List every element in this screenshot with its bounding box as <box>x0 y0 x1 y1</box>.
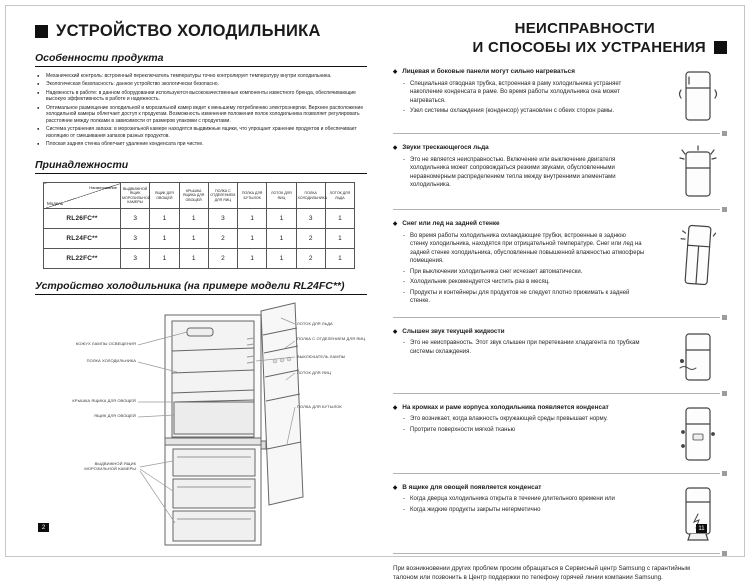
fridge-condensation-drawer-icon <box>669 484 727 544</box>
section-separator <box>393 551 727 556</box>
fridge-cracking-ice-icon <box>669 144 727 200</box>
diamond-bullet-icon: ◆ <box>393 146 397 152</box>
left-page-title <box>35 22 367 41</box>
issue-point: - Во время работы холодильника охлаждающие трубки, встроенные в заднюю стенку холодильника, находятся при отрицательной температуре. Снег или лед на задней стенке холодильника, обусловленные повышенной влажностью атмосферы помещения. <box>403 232 645 266</box>
features-heading: Особенности продукта <box>35 52 367 67</box>
diagram-label-veg-box: ЯЩИК ДЛЯ ОВОЩЕЙ <box>35 413 136 418</box>
section-separator <box>393 471 727 476</box>
issue-point: - Протрите поверхности мягкой тканью <box>403 426 645 435</box>
diagram-label-egg-compartment-shelf: ПОЛКА С ОТДЕЛЕНИЕМ ДЛЯ ЯИЦ <box>297 336 369 341</box>
issue-item <box>393 484 727 544</box>
qty-cell: 1 <box>238 229 267 249</box>
troubleshooting-list <box>393 68 727 583</box>
diamond-bullet-icon: ◆ <box>393 406 397 412</box>
right-page <box>393 20 727 583</box>
diagram-label-veg-box-cover: КРЫШКА ЯЩИКА ДЛЯ ОВОЩЕЙ <box>35 398 136 403</box>
column-header: ПОЛКА ДЛЯ БУТЫЛОК <box>238 183 267 209</box>
qty-cell: 1 <box>325 229 354 249</box>
column-header: ВЫДВИЖНОЙ ЯЩИК МОРОЗИЛЬНОЙ КАМЕРЫ <box>121 183 150 209</box>
separator-end-square-icon <box>722 471 727 476</box>
issue-point: - Это возникает, когда влажность окружающей среды превышает норму. <box>403 415 645 424</box>
qty-cell: 3 <box>121 249 150 269</box>
qty-cell: 2 <box>296 249 325 269</box>
service-footer-note: При возникновении других проблем просим обращаться в Сервисный центр Samsung с гарантийным талоном или позвонить в Центр поддержки по телефону горячей линии компании Samsung. <box>393 564 693 583</box>
separator-end-square-icon <box>722 131 727 136</box>
qty-cell: 1 <box>150 209 179 229</box>
issue-point: - Это не является неисправностью. Включение или выключение двигателя холодильника может сопровождаться резкими звуками, обусловленными неравномерным распределением тепла между внутренними элементами холодильника. <box>403 156 645 190</box>
qty-cell: 3 <box>121 209 150 229</box>
features-list <box>37 73 367 148</box>
qty-cell: 1 <box>179 209 208 229</box>
diamond-bullet-icon: ◆ <box>393 486 397 492</box>
issue-point: - Когда дверца холодильника открыта в течение длительного времени или <box>403 495 645 504</box>
diagram-label-ice-tray: ЛОТОК ДЛЯ ЛЬДА <box>297 321 369 326</box>
diamond-bullet-icon: ◆ <box>393 70 397 76</box>
black-square-icon <box>714 41 727 54</box>
black-square-icon <box>35 25 48 38</box>
separator-end-square-icon <box>722 551 727 556</box>
issue-point: - Холодильник рекомендуется чистить раз в месяц. <box>403 278 645 287</box>
column-header: ЯЩИК ДЛЯ ОВОЩЕЙ <box>150 183 179 209</box>
diagram-label-egg-tray: ЛОТОК ДЛЯ ЯИЦ <box>297 370 369 375</box>
table-row <box>44 249 355 269</box>
diamond-bullet-icon: ◆ <box>393 222 397 228</box>
qty-cell: 1 <box>150 249 179 269</box>
section-separator <box>393 131 727 136</box>
column-header: ЛОТОК ДЛЯ ЛЬДА <box>325 183 354 209</box>
feature-item: ● Надежность в работе: в данном оборудовании используются высококачественные компоненты известного бренда, обеспечивающие высокую эффективность в работе и надежность. <box>37 90 364 104</box>
qty-cell: 3 <box>296 209 325 229</box>
qty-cell: 2 <box>296 229 325 249</box>
diagram-heading: Устройство холодильника (на примере модели RL24FC**) <box>35 280 367 295</box>
left-page-title-text: УСТРОЙСТВО ХОЛОДИЛЬНИКА <box>56 22 321 41</box>
qty-cell: 1 <box>179 229 208 249</box>
diagram-label-fridge-shelf: ПОЛКА ХОЛОДИЛЬНИКА <box>35 358 136 363</box>
section-separator <box>393 315 727 320</box>
issue-item <box>393 404 727 464</box>
fridge-warm-panels-icon <box>669 68 727 124</box>
qty-cell: 1 <box>238 249 267 269</box>
qty-cell: 1 <box>325 209 354 229</box>
diagram-label-freezer-drawer: ВЫДВИЖНОЙ ЯЩИК МОРОЗИЛЬНОЙ КАМЕРЫ <box>76 461 136 471</box>
issue-item <box>393 328 727 384</box>
qty-cell: 3 <box>208 209 237 229</box>
model-cell: RL22FC** <box>44 249 121 269</box>
accessories-heading: Принадлежности <box>35 159 367 174</box>
fridge-condensation-frame-icon <box>669 404 727 464</box>
qty-cell: 1 <box>150 229 179 249</box>
issue-point: - Когда жидкие продукты закрыты негерметично <box>403 506 645 515</box>
table-row <box>44 229 355 249</box>
section-separator <box>393 207 727 212</box>
issue-item <box>393 68 727 124</box>
column-header: ЛОТОК ДЛЯ ЯИЦ <box>267 183 296 209</box>
corner-label-model: Модель <box>47 201 63 206</box>
qty-cell: 1 <box>238 209 267 229</box>
issue-title: Слышен звук текущей жидкости <box>402 328 504 335</box>
table-corner-cell <box>44 183 121 209</box>
accessories-table <box>43 182 355 269</box>
qty-cell: 1 <box>179 249 208 269</box>
section-separator <box>393 391 727 396</box>
column-header: ПОЛКА С ОТДЕЛЕНИЕМ ДЛЯ ЯИЦ <box>208 183 237 209</box>
feature-item: ● Оптимальное размещение холодильной и морозильной камер ведет к меньшему потреблению электроэнергии. Верхнее расположение холодильной камеры облегчает доступ к продуктам. Возможность изменения положения полок холодильника позволяет регулировать расстояние между полками в зависимости от размеров упаковки с продуктами. <box>37 105 364 125</box>
feature-item: ● Плоская задняя стенка облегчает удаление конденсата при чистке. <box>37 141 364 148</box>
right-page-title <box>393 20 727 56</box>
diagram-label-bottle-shelf: ПОЛКА ДЛЯ БУТЫЛОК <box>297 404 369 409</box>
model-cell: RL26FC** <box>44 209 121 229</box>
fridge-frost-back-icon <box>669 220 727 290</box>
qty-cell: 1 <box>267 209 296 229</box>
separator-end-square-icon <box>722 391 727 396</box>
fridge-liquid-sound-icon <box>669 328 727 384</box>
qty-cell: 2 <box>208 229 237 249</box>
right-title-line1: НЕИСПРАВНОСТИ <box>393 20 727 37</box>
qty-cell: 2 <box>208 249 237 269</box>
issue-title: Звуки трескающегося льда <box>402 144 489 151</box>
issue-item <box>393 220 727 308</box>
left-page <box>35 22 367 551</box>
separator-end-square-icon <box>722 207 727 212</box>
refrigerator-diagram <box>35 301 367 551</box>
issue-point: - Это не неисправность. Этот звук слышен при перетекании хладагента по трубкам системы охлаждения. <box>403 339 645 356</box>
feature-item: ● Система устранения запаха: в морозильной камере находятся выдвижные ящики, что упрощает хранение продуктов и обеспечивает изоляцию от смешивания запахов разных продуктов. <box>37 126 364 140</box>
qty-cell: 1 <box>267 229 296 249</box>
issue-title: На кромках и раме корпуса холодильника появляется конденсат <box>402 404 609 411</box>
diagram-label-lamp-switch: ВЫКЛЮЧАТЕЛЬ ЛАМПЫ <box>297 354 369 359</box>
issue-point: - Узел системы охлаждения (конденсор) установлен с обеих сторон рамы. <box>403 107 645 116</box>
issue-title: Лицевая и боковые панели могут сильно нагреваться <box>402 68 575 75</box>
page-number-left: 2 <box>38 523 49 532</box>
issue-point: - При выключении холодильника снег исчезает автоматически. <box>403 268 645 277</box>
issue-title: В ящике для овощей появляется конденсат <box>402 484 541 491</box>
issue-point: - Продукты и контейнеры для продуктов не следует плотно прижимать к задней стенке. <box>403 289 645 306</box>
qty-cell: 3 <box>121 229 150 249</box>
separator-end-square-icon <box>722 315 727 320</box>
feature-item: ● Экологическая безопасность: данное устройство экологически безопасно. <box>37 81 364 88</box>
issue-title: Снег или лед на задней стенке <box>402 220 499 227</box>
right-title-line2: И СПОСОБЫ ИХ УСТРАНЕНИЯ <box>472 39 706 56</box>
qty-cell: 1 <box>267 249 296 269</box>
diagram-label-lamp-cover: КОЖУХ ЛАМПЫ ОСВЕЩЕНИЯ <box>35 341 136 346</box>
column-header: КРЫШКА ЯЩИКА ДЛЯ ОВОЩЕЙ <box>179 183 208 209</box>
diamond-bullet-icon: ◆ <box>393 330 397 336</box>
qty-cell: 1 <box>325 249 354 269</box>
column-header: ПОЛКА ХОЛОДИЛЬНИКА <box>296 183 325 209</box>
model-cell: RL24FC** <box>44 229 121 249</box>
issue-item <box>393 144 727 200</box>
page-number-right: 11 <box>696 524 707 533</box>
table-row <box>44 209 355 229</box>
feature-item: ● Механический контроль: встроенный переключатель температуры точно контролирует температуру внутри холодильника. <box>37 73 364 80</box>
issue-point: - Специальная отводная трубка, встроенная в раму холодильника устраняет накопление конденсата в раме. Во время работы холодильника она может нагреваться. <box>403 80 645 106</box>
corner-label-name: Наименование <box>89 185 117 190</box>
